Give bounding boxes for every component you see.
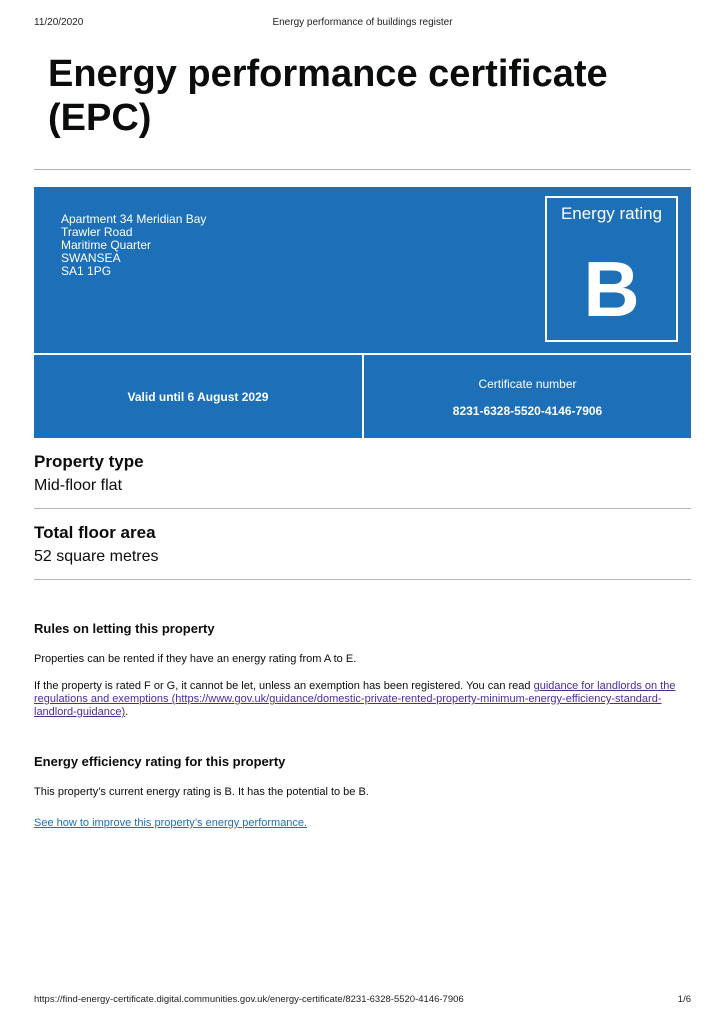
certificate-number-label: Certificate number xyxy=(478,377,577,391)
floor-area-heading: Total floor area xyxy=(34,523,156,542)
efficiency-rating-heading: Energy efficiency rating for this property xyxy=(34,754,286,769)
address-line: Apartment 34 Meridian Bay xyxy=(61,212,207,226)
property-type-heading: Property type xyxy=(34,452,144,471)
print-url: https://find-energy-certificate.digital.communities.gov.uk/energy-certificate/8231-6328-5520-4146-7906 xyxy=(34,994,464,1005)
print-date: 11/20/2020 xyxy=(34,17,84,28)
print-document-title: Energy performance of buildings register xyxy=(272,17,453,28)
landlord-guidance-link[interactable]: guidance for landlords on the regulations and exemptions (https://www.gov.uk/guidance/domestic-private-rented-property-minimum-energy-efficiency-standard-landlord-guidance) xyxy=(34,680,676,718)
summary-divider xyxy=(34,579,691,580)
address-line: SA1 1PG xyxy=(61,264,112,278)
floor-area-value: 52 square metres xyxy=(34,548,159,565)
improve-performance-link[interactable]: See how to improve this property’s energy performance. xyxy=(34,817,308,829)
property-type-value: Mid-floor flat xyxy=(34,477,123,494)
page-number: 1/6 xyxy=(677,994,691,1005)
letting-rules-paragraph: Properties can be rented if they have an energy rating from A to E. xyxy=(34,653,357,665)
property-address xyxy=(61,213,206,278)
energy-rating-label: Energy rating xyxy=(560,204,663,223)
letting-exemption-text: If the property is rated F or G, it cannot be let, unless an exemption has been registered. You can read xyxy=(34,680,534,692)
title-divider xyxy=(34,169,691,170)
letting-exemption-end: . xyxy=(125,706,129,718)
print-footer xyxy=(34,994,691,1008)
certificate-number: 8231-6328-5520-4146-7906 xyxy=(452,404,603,418)
efficiency-rating-text: This property’s current energy rating is B. It has the potential to be B. xyxy=(34,786,369,798)
address-line: SWANSEA xyxy=(61,251,121,265)
address-line: Maritime Quarter xyxy=(61,238,152,252)
certificate-summary-panel xyxy=(34,187,691,438)
panel-column-divider xyxy=(362,355,364,438)
valid-until: Valid until 6 August 2029 xyxy=(127,390,269,404)
address-line: Trawler Road xyxy=(61,225,133,239)
letting-rules-heading: Rules on letting this property xyxy=(34,621,215,636)
summary-divider xyxy=(34,508,691,509)
print-header xyxy=(34,17,691,31)
letting-exemption-paragraph xyxy=(34,680,694,719)
page-title: Energy performance certificate (EPC) xyxy=(48,53,608,139)
energy-rating-box xyxy=(545,196,678,342)
energy-rating-letter: B xyxy=(583,245,640,333)
